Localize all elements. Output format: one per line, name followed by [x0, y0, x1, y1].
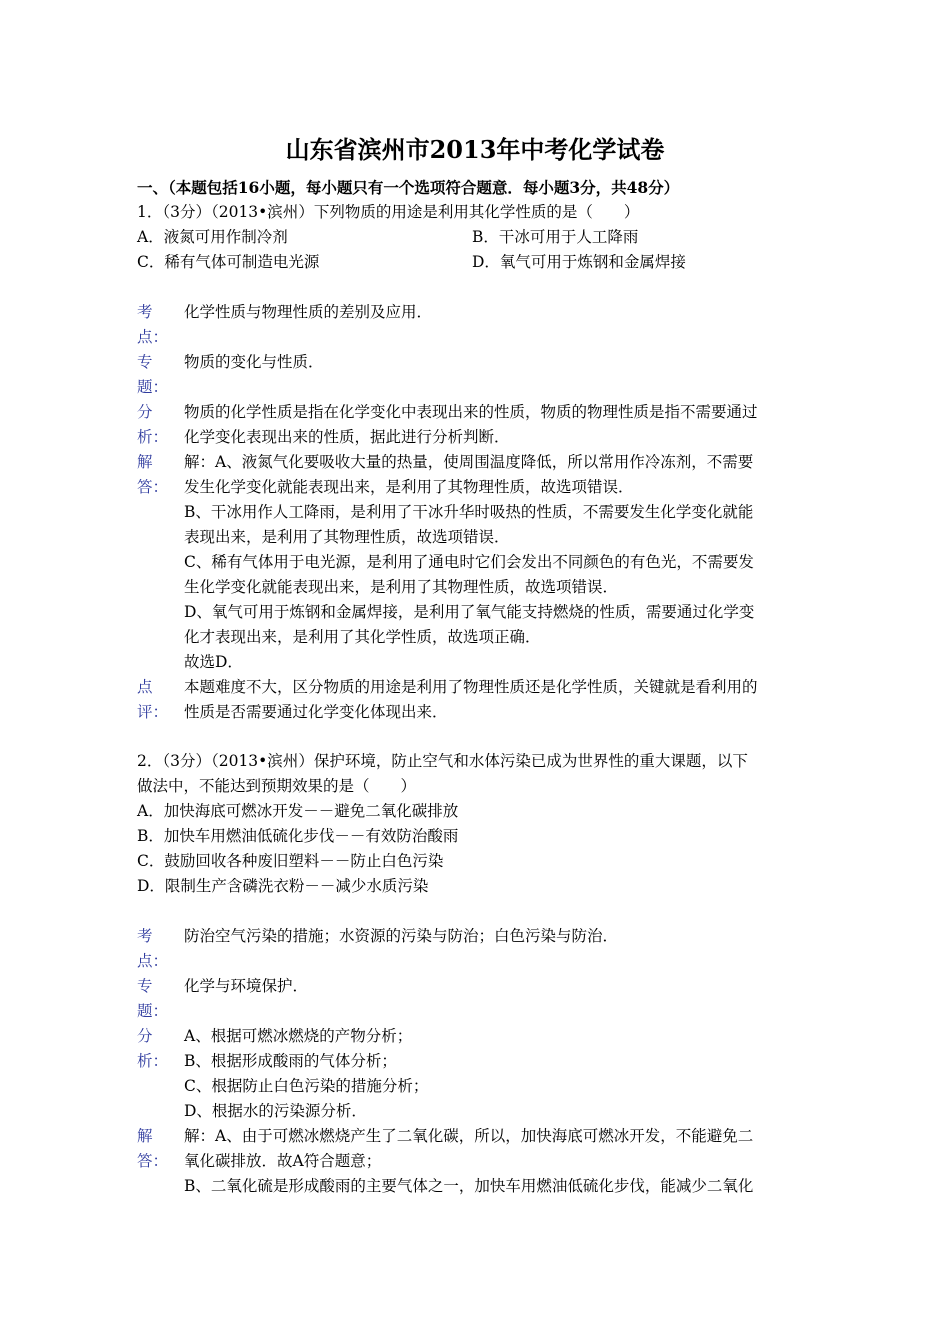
q2-jieda-label: 解 — [137, 1127, 153, 1145]
q1-dianping-label: 点 — [137, 678, 153, 696]
q1-option-d: D．氧气可用于炼钢和金属焊接 — [472, 253, 686, 271]
q1-jieda-line: 故选D． — [184, 653, 243, 671]
q2-zhuanti-label-2: 题： — [137, 1002, 169, 1020]
q1-kaodian-label-2: 点： — [137, 328, 169, 346]
q2-stem-2: 做法中，不能达到预期效果的是（ ） — [137, 777, 417, 795]
q2-kaodian: 防治空气污染的措施；水资源的污染与防治；白色污染与防治． — [184, 927, 619, 945]
q2-fenxi-label: 分 — [137, 1027, 153, 1045]
q2-option-d: D．限制生产含磷洗衣粉－－减少水质污染 — [137, 877, 429, 895]
q1-fenxi-line: 化学变化表现出来的性质，据此进行分析判断． — [184, 428, 510, 446]
q2-jieda-line: B、二氧化硫是形成酸雨的主要气体之一，加快车用燃油低硫化步伐，能减少二氧化 — [184, 1177, 754, 1195]
q2-fenxi-line: D、根据水的污染源分析． — [184, 1102, 367, 1120]
q1-fenxi-line: 物质的化学性质是指在化学变化中表现出来的性质，物质的物理性质是指不需要通过 — [184, 403, 758, 421]
q1-jieda-line: 发生化学变化就能表现出来，是利用了其物理性质，故选项错误． — [184, 478, 634, 496]
q1-option-b: B．干冰可用于人工降雨 — [472, 228, 639, 246]
page-title: 山东省滨州市2013年中考化学试卷 — [285, 135, 665, 164]
q2-option-b: B．加快车用燃油低硫化步伐－－有效防治酸雨 — [137, 827, 459, 845]
q1-jieda-line: C、稀有气体用于电光源，是利用了通电时它们会发出不同颜色的有色光，不需要发 — [184, 553, 754, 571]
q1-fenxi-label-2: 析： — [137, 428, 169, 446]
section-heading: 一、（本题包括16小题，每小题只有一个选项符合题意．每小题3分，共48分） — [137, 178, 680, 197]
q1-dianping-label-2: 评： — [137, 703, 169, 721]
q1-jieda-line: 生化学变化就能表现出来，是利用了其物理性质，故选项错误． — [184, 578, 619, 596]
q1-jieda-line: D、氧气可用于炼钢和金属焊接，是利用了氧气能支持燃烧的性质，需要通过化学变 — [184, 603, 755, 621]
q1-jieda-line: 表现出来，是利用了其物理性质，故选项错误． — [184, 528, 510, 546]
q2-fenxi-label-2: 析： — [137, 1052, 169, 1070]
q2-stem: 2．（3分）（2013•滨州）保护环境，防止空气和水体污染已成为世界性的重大课题，以下 — [137, 752, 748, 770]
q2-fenxi-line: A、根据可燃冰燃烧的产物分析； — [184, 1027, 413, 1045]
q2-jieda-label-2: 答： — [137, 1152, 169, 1170]
q2-kaodian-label-2: 点： — [137, 952, 169, 970]
q2-fenxi-line: B、根据形成酸雨的气体分析； — [184, 1052, 397, 1070]
q1-kaodian: 化学性质与物理性质的差别及应用． — [184, 303, 433, 321]
q1-jieda-label-2: 答： — [137, 478, 169, 496]
q2-option-c: C．鼓励回收各种废旧塑料－－防止白色污染 — [137, 852, 444, 870]
q1-stem: 1．（3分）（2013•滨州）下列物质的用途是利用其化学性质的是（ ） — [137, 203, 640, 221]
q2-fenxi-line: C、根据防止白色污染的措施分析； — [184, 1077, 429, 1095]
q2-jieda-line: 解：A、由于可燃冰燃烧产生了二氧化碳，所以，加快海底可燃冰开发，不能避免二 — [184, 1127, 754, 1145]
q2-zhuanti: 化学与环境保护． — [184, 977, 309, 995]
q1-jieda-label: 解 — [137, 453, 153, 471]
q1-jieda-line: 化才表现出来，是利用了其化学性质，故选项正确． — [184, 628, 541, 646]
q2-kaodian-label: 考 — [137, 927, 153, 945]
q1-kaodian-label: 考 — [137, 303, 153, 321]
q1-jieda-line: 解：A、液氮气化要吸收大量的热量，使周围温度降低，所以常用作冷冻剂，不需要 — [184, 453, 754, 471]
q1-zhuanti: 物质的变化与性质． — [184, 353, 324, 371]
q1-option-a: A．液氮可用作制冷剂 — [137, 228, 288, 246]
q1-jieda-line: B、干冰用作人工降雨，是利用了干冰升华时吸热的性质，不需要发生化学变化就能 — [184, 503, 754, 521]
q2-option-a: A．加快海底可燃冰开发－－避免二氧化碳排放 — [137, 802, 459, 820]
q2-zhuanti-label: 专 — [137, 977, 153, 995]
q1-dianping-line: 本题难度不大，区分物质的用途是利用了物理性质还是化学性质，关键就是看利用的 — [184, 678, 758, 696]
q2-jieda-line: 氧化碳排放．故A符合题意； — [184, 1152, 382, 1170]
q1-dianping-line: 性质是否需要通过化学变化体现出来． — [184, 703, 448, 721]
q1-option-c: C．稀有气体可制造电光源 — [137, 253, 320, 271]
q1-zhuanti-label: 专 — [137, 353, 153, 371]
q1-zhuanti-label-2: 题： — [137, 378, 169, 396]
q1-fenxi-label: 分 — [137, 403, 153, 421]
